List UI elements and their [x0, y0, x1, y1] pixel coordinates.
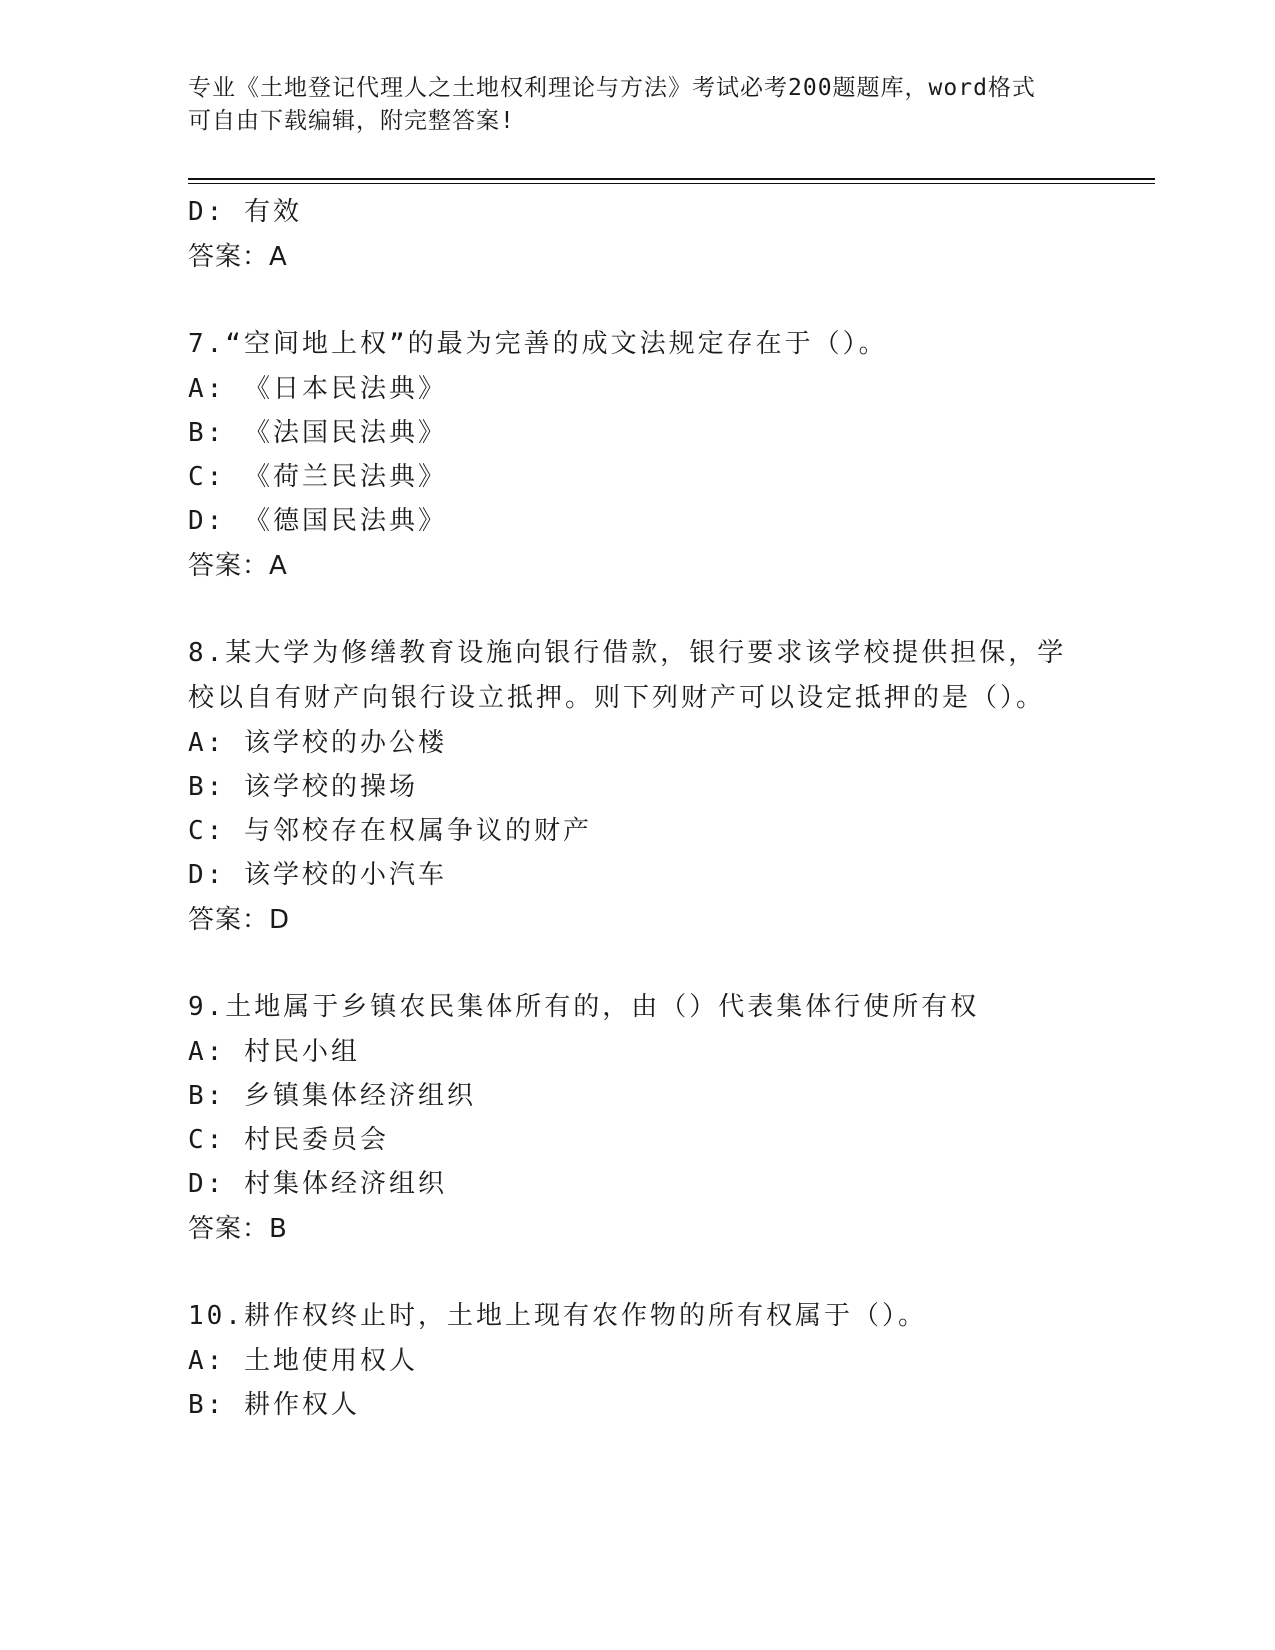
question-list	[188, 190, 1068, 1427]
answer-label: 答案：D	[188, 905, 291, 935]
option-b: B: 乡镇集体经济组织	[188, 1081, 476, 1111]
option-d: D: 《德国民法典》	[188, 506, 447, 536]
header-divider-thick	[188, 178, 1155, 180]
option-c: C: 《荷兰民法典》	[188, 462, 447, 492]
question-6-tail	[188, 190, 1068, 280]
option-b: B: 耕作权人	[188, 1390, 360, 1420]
header-title-line-1: 专业《土地登记代理人之土地权利理论与方法》考试必考200题题库，word格式	[188, 75, 1036, 101]
option-a: A: 土地使用权人	[188, 1346, 418, 1376]
option-a: A: 该学校的办公楼	[188, 728, 447, 758]
option-a: A: 村民小组	[188, 1037, 360, 1067]
option-b: B: 该学校的操场	[188, 772, 418, 802]
question-stem-line-2: 校以自有财产向银行设立抵押。则下列财产可以设定抵押的是（）。	[188, 683, 1046, 713]
option-c: C: 与邻校存在权属争议的财产	[188, 816, 592, 846]
answer-label: 答案：B	[188, 1214, 288, 1244]
question-stem: 9.土地属于乡镇农民集体所有的，由（）代表集体行使所有权	[188, 992, 980, 1022]
document-header	[188, 72, 1068, 138]
question-10	[188, 1294, 1068, 1427]
header-title-line-2: 可自由下载编辑，附完整答案!	[188, 108, 515, 134]
question-8	[188, 631, 1068, 943]
answer-label: 答案：A	[188, 551, 288, 581]
question-stem: 10.耕作权终止时，土地上现有农作物的所有权属于（）。	[188, 1301, 927, 1331]
answer-label: 答案：A	[188, 242, 288, 272]
question-stem-line-1: 8.某大学为修缮教育设施向银行借款，银行要求该学校提供担保，学	[188, 638, 1067, 668]
option-b: B: 《法国民法典》	[188, 418, 447, 448]
option-c: C: 村民委员会	[188, 1125, 389, 1155]
option-d: D: 村集体经济组织	[188, 1169, 447, 1199]
option-d: D: 该学校的小汽车	[188, 860, 447, 890]
question-stem: 7.“空间地上权”的最为完善的成文法规定存在于（）。	[188, 329, 888, 359]
option-a: A: 《日本民法典》	[188, 374, 447, 404]
question-9	[188, 985, 1068, 1252]
option-d: D: 有效	[188, 197, 302, 227]
header-divider-thin	[188, 183, 1155, 184]
question-7	[188, 322, 1068, 589]
